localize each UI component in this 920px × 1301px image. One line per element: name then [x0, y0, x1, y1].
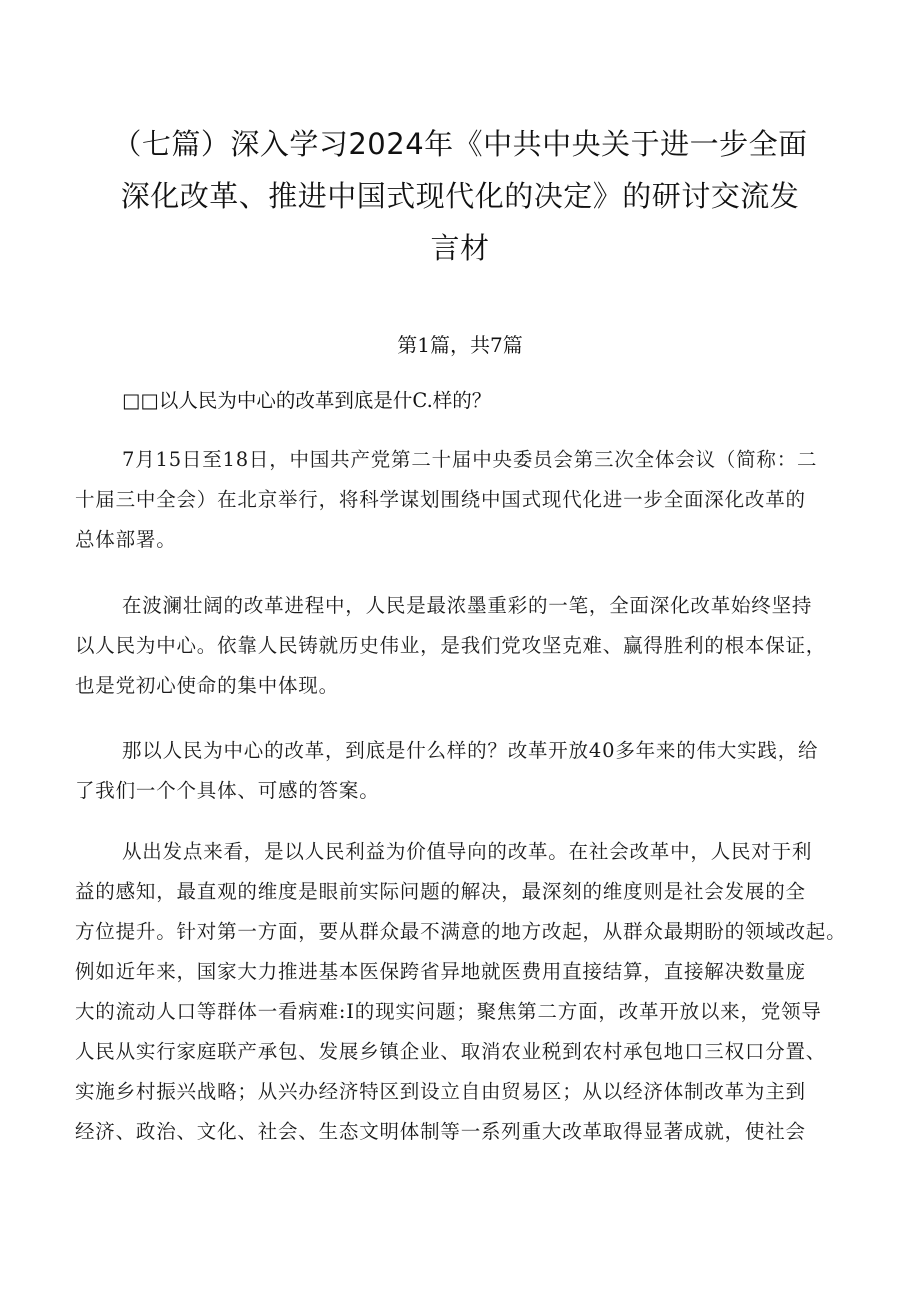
title-line: （七篇）深入学习2024年《中共中央关于进一步全面: [112, 127, 808, 161]
paragraph-line: 总体部署。: [75, 528, 177, 551]
paragraph-line: 7月15日至18日，中国共产党第二十届中央委员会第三次全体会议（简称：二: [122, 448, 818, 471]
paragraph-line: 十届三中全会）在北京举行，将科学谋划围绕中国式现代化进一步全面深化改革的: [75, 488, 806, 511]
paragraph-line: 以人民为中心。依靠人民铸就历史伟业，是我们党攻坚克难、赢得胜利的根本保证，: [75, 634, 827, 657]
paragraph: [75, 832, 865, 1152]
paragraph-line: 在波澜壮阔的改革进程中，人民是最浓墨重彩的一笔，全面深化改革始终坚持: [122, 594, 813, 617]
paragraph-line: 例如近年来，国家大力推进基本医保跨省异地就医费用直接结算，直接解决数量庞: [75, 960, 806, 983]
paragraph-line: 从出发点来看，是以人民利益为价值导向的改革。在社会改革中，人民对于利: [122, 840, 813, 863]
paragraph-line: 人民从实行家庭联产承包、发展乡镇企业、取消农业税到农村承包地口三权口分置、: [75, 1040, 827, 1063]
paragraph-line: 益的感知，最直观的维度是眼前实际问题的解决，最深刻的维度则是社会发展的全: [75, 880, 806, 903]
paragraph-line: 那以人民为中心的改革，到底是什么样的？改革开放40多年来的伟大实践，给: [122, 739, 819, 762]
paragraph: [75, 440, 865, 560]
paragraph: [75, 731, 865, 811]
paragraph-line: 实施乡村振兴战略；从兴办经济特区到设立自由贸易区；从以经济体制改革为主到: [75, 1080, 806, 1103]
paragraph: [75, 586, 865, 706]
document-title: [100, 118, 820, 274]
paragraph-line: 经济、政治、文化、社会、生态文明体制等一系列重大改革取得显著成就，使社会: [75, 1120, 806, 1143]
paragraph-line: 大的流动人口等群体一看病难:I的现实问题；聚焦第二方面，改革开放以来，党领导: [75, 1000, 822, 1023]
paragraph-line: 也是党初心使命的集中体现。: [75, 674, 339, 697]
paragraph-line: 方位提升。针对第一方面，要从群众最不满意的地方改起，从群众最期盼的领域改起。: [75, 920, 847, 943]
title-line: 深化改革、推进中国式现代化的决定》的研讨交流发: [120, 179, 800, 213]
paragraph-line: 了我们一个个具体、可感的答案。: [75, 779, 380, 802]
section-subtitle: □□以人民为中心的改革到底是什C.样的？: [122, 389, 492, 412]
section-label: 第1篇，共7篇: [397, 333, 523, 357]
title-line: 言材: [430, 231, 490, 265]
